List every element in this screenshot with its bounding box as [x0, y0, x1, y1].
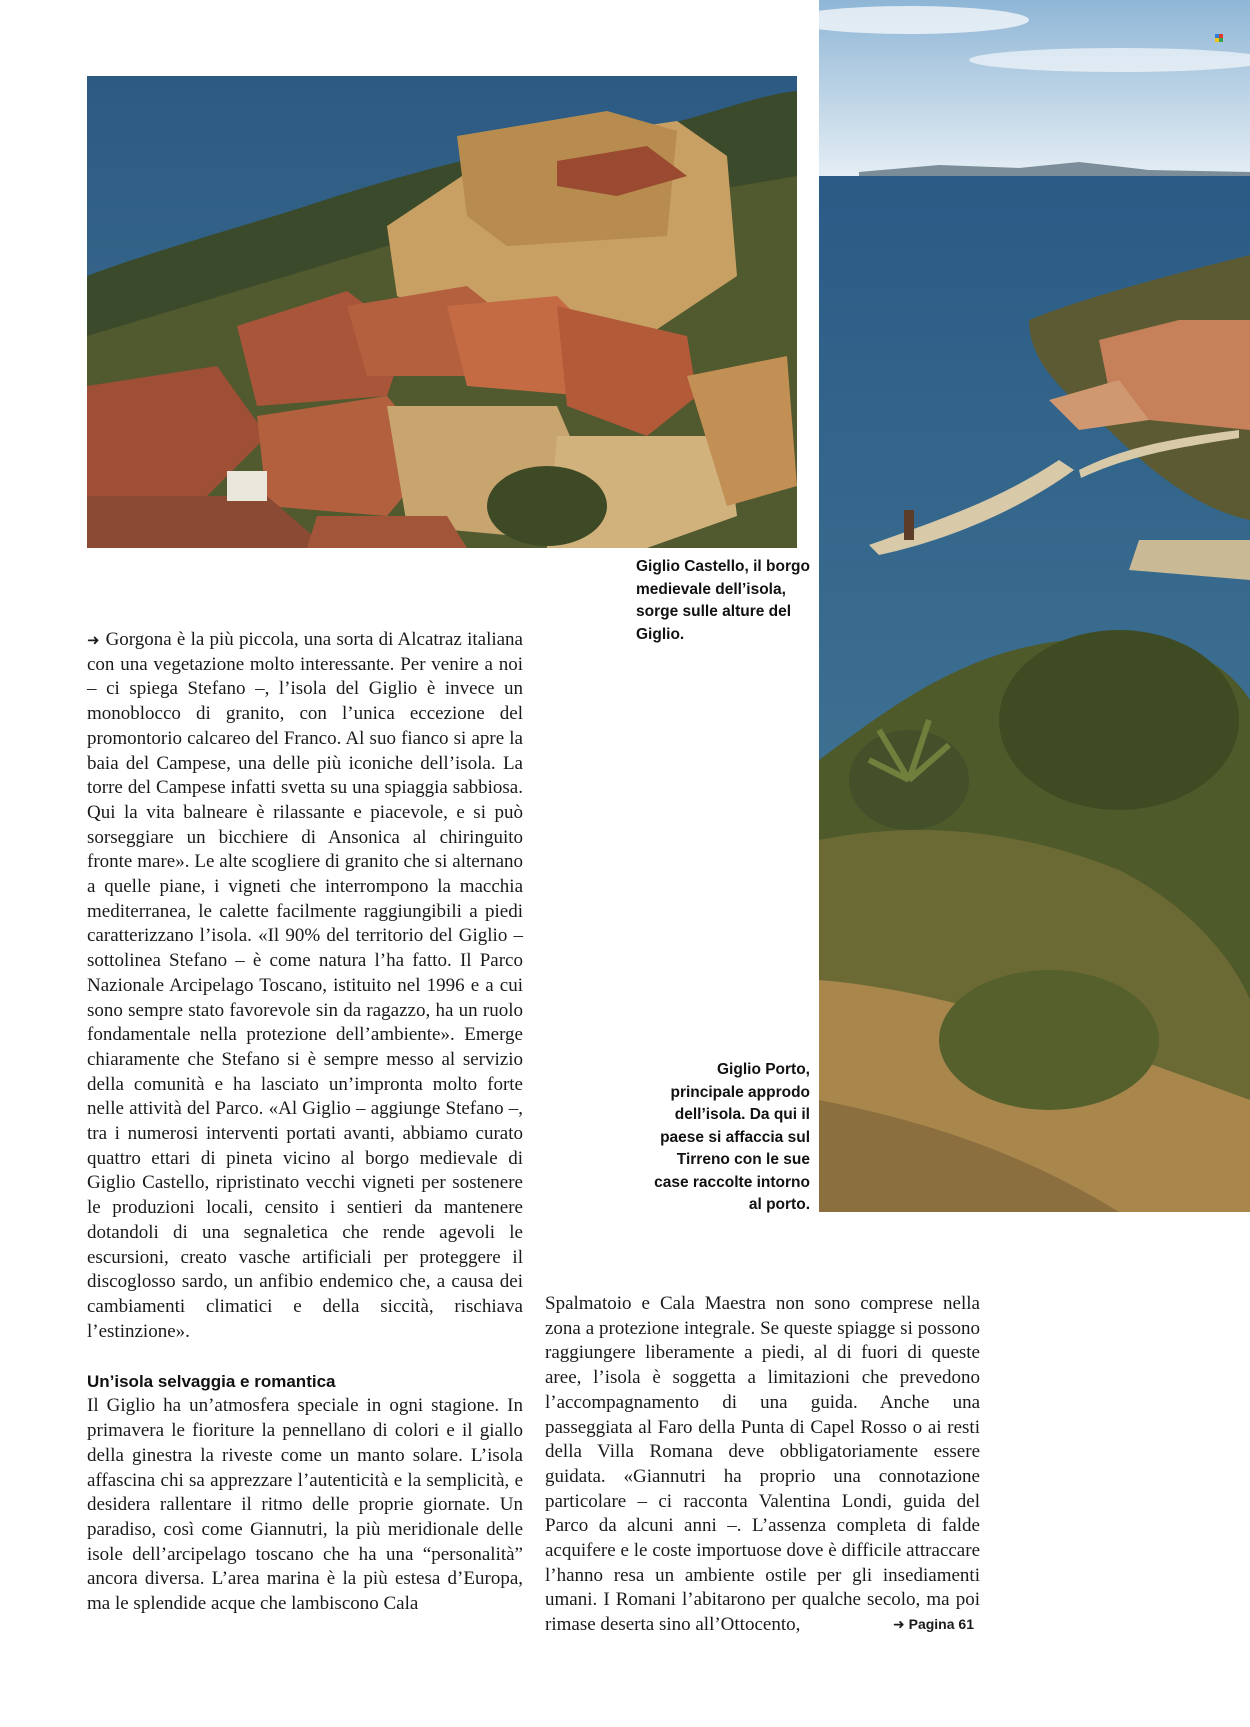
article-column-right: [545, 1292, 980, 1638]
caption-giglio-castello: Giglio Castello, il borgo medievale dell’isola, sorge sulle alture del Giglio.: [636, 558, 810, 643]
continue-arrow-icon: ➜: [87, 631, 100, 649]
section-subheading: Un’isola selvaggia e romantica: [87, 1372, 336, 1392]
color-mark-icon: [1215, 34, 1223, 42]
article-column-left: [87, 628, 523, 1617]
paragraph-text: Gorgona è la più piccola, una sorta di Alcatraz italiana con una vegetazione molto interessante. Per venire a noi – ci spiega Stefano –, l’isola del Giglio è invece un monoblocco di granito, con l’unica eccezione del promontorio calcareo del Franco. Al suo fianco si apre la baia del Campese, una delle più iconiche dell’isola. La torre del Campese infatti svetta su una spiaggia sabbiosa. Qui la vita balneare è rilassante e piacevole, e si può sorseggiare un bicchiere di Ansonica al chiringuito fronte mare». Le alte scogliere di granito che si alternano a quelle piane, i vigneti che interrompono la macchia mediterranea, le calette facilmente raggiungibili a piedi caratterizzano l’isola. «Il 90% del territorio del Giglio – sottolinea Stefano – è come natura l’ha fatto. Il Parco Nazionale Arcipelago Toscano, istituito nel 1996 e a cui sono sempre stato favorevole sin da ragazzo, ha un ruolo fondamentale nella protezione dell’ambiente». Emerge chiaramente che Stefano si è sempre messo al servizio della comunità e ha lasciato un’impronta molto forte nelle attività del Parco. «Al Giglio – aggiunge Stefano –, tra i numerosi interventi portati avanti, abbiamo curato quattro ettari di pineta vicino al borgo medievale di Giglio Castello, ripristinato vecchi vigneti per sostenere le produzioni locali, censito i sentieri da mantenere dotandoli di una segnaletica che rende agevoli le escursioni, creato vasche artificiali per proteggere il discoglosso sardo, un anfibio endemico che, a causa dei cambiamenti climatici e della siccità, rischiava l’estinzione».: [87, 629, 523, 1342]
photo-giglio-porto: [819, 0, 1250, 1212]
caption-giglio-porto: Giglio Porto, principale approdo dell’isola. Da qui il paese si affaccia sul Tirreno con le sue case raccolte intorno al porto.: [654, 1061, 810, 1213]
article-paragraph: [87, 628, 523, 1344]
page-reference-link[interactable]: ➜ Pagina 61: [893, 1616, 974, 1632]
article-paragraph: Spalmatoio e Cala Maestra non sono comprese nella zona a protezione integrale. Se queste spiagge si possono raggiungere liberamente a piedi, al di fuori di queste aree, l’isola è soggetta a limitazioni che prevedono l’accompagnamento di una guida. Anche una passeggiata al Faro della Punta di Capel Rosso o ai resti della Villa Romana deve obbligatoriamente essere guidata. «Giannutri ha proprio una connotazione particolare – ci racconta Valentina Londi, guida del Parco da alcuni anni –. L’assenza completa di falde acquifere e le coste importuose dove è difficile attraccare l’hanno resa un ambiente ostile per gli insediamenti umani. I Romani l’abitarono per qualche secolo, ma poi rimase deserta sino all’Ottocento,: [545, 1293, 980, 1636]
photo-giglio-castello: [87, 76, 797, 548]
article-paragraph: Il Giglio ha un’atmosfera speciale in ogni stagione. In primavera le fioriture la pennellano di colori e il giallo della ginestra la riveste come un manto solare. L’isola affascina chi sa apprezzare l’autenticità e la semplicità, e desidera rallentare il ritmo delle proprie giornate. Un paradiso, così come Giannutri, la più meridionale delle isole dell’arcipelago toscano che ha una “personalità” ancora diversa. L’area marina è la più estesa d’Europa, ma le splendide acque che lambiscono Cala: [87, 1395, 523, 1615]
